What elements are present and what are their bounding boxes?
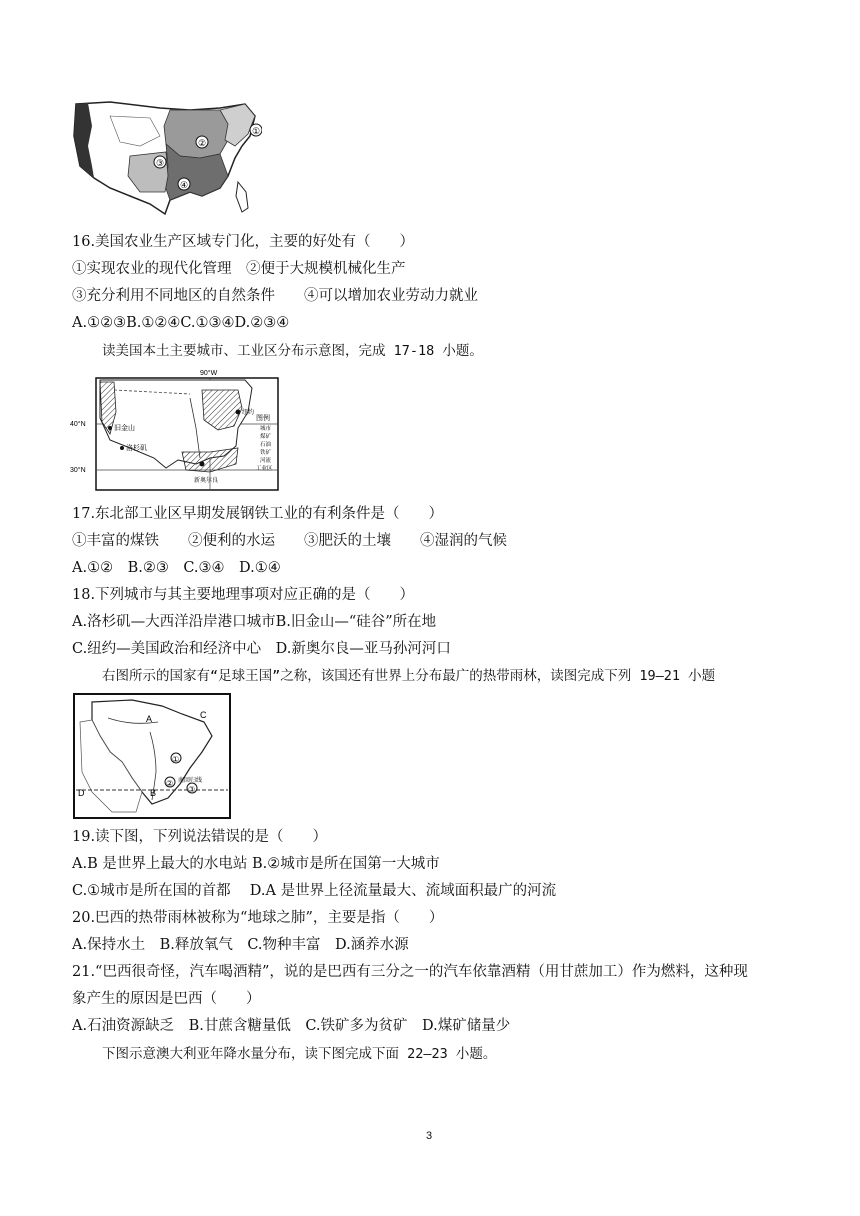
legend-river: 河流 <box>260 458 272 464</box>
lat-30-label: 30°N <box>70 467 86 474</box>
city-new-orleans: 新奥尔良 <box>194 478 219 484</box>
q17-stem: 17.东北部工业区早期发展钢铁工业的有利条件是（ ） <box>72 506 444 522</box>
q21-stem-1: 21.“巴西很奇怪，汽车喝酒精”，说的是巴西有三分之一的汽车依靠酒精（用甘蔗加工）作为燃料，这种现 <box>72 964 748 980</box>
label-circle-2: ② <box>166 779 174 788</box>
q16-options-2: ③充分利用不同地区的自然条件 ④可以增加农业劳动力就业 <box>72 288 478 304</box>
q16-choices: A.①②③B.①②④C.①③④D.②③④ <box>72 315 290 331</box>
q21-choices: A.石油资源缺乏 B.甘蔗含糖量低 C.铁矿多为贫矿 D.煤矿储量少 <box>72 1018 511 1034</box>
brazil-map <box>72 692 232 820</box>
us-agriculture-map <box>70 96 262 222</box>
q17-options: ①丰富的煤铁 ②便利的水运 ③肥沃的土壤 ④湿润的气候 <box>72 533 507 549</box>
legend-industry: 工业区 <box>256 466 273 472</box>
region-label-4: ④ <box>180 180 189 190</box>
q21-stem-2: 象产生的原因是巴西（ ） <box>72 991 261 1007</box>
region-label-1: ① <box>252 126 261 136</box>
q20-choices: A.保持水土 B.释放氧气 C.物种丰富 D.涵养水源 <box>72 937 409 953</box>
region-label-2: ② <box>198 138 207 148</box>
city-san-francisco: 旧金山 <box>114 425 135 432</box>
intro-19-21: 右图所示的国家有“足球王国”之称，该国还有世界上分布最广的热带雨林，读图完成下列 19—21 小题 <box>102 668 716 684</box>
legend-iron: 铁矿 <box>260 450 272 456</box>
region-label-3: ③ <box>156 158 165 168</box>
meridian-label: 90°W <box>200 370 218 377</box>
us-industry-map <box>70 368 280 494</box>
legend-title: 图例 <box>256 415 270 422</box>
label-d: D <box>78 788 85 798</box>
label-circle-3: ③ <box>188 785 196 794</box>
label-a: A <box>146 714 153 724</box>
q18-options-1: A.洛杉矶—大西洋沿岸港口城市B.旧金山—“硅谷”所在地 <box>72 614 437 630</box>
legend-coal: 煤矿 <box>260 434 272 440</box>
q16-stem: 16.美国农业生产区域专门化，主要的好处有（ ） <box>72 234 415 250</box>
intro-22-23: 下图示意澳大利亚年降水量分布，读下图完成下面 22—23 小题。 <box>102 1046 497 1062</box>
label-b: B <box>150 788 157 798</box>
q19-options-1: A.B 是世界上最大的水电站 B.②城市是所在国第一大城市 <box>72 856 440 872</box>
q19-options-2: C.①城市是所在国的首都 D.A 是世界上径流量最大、流域面积最广的河流 <box>72 883 557 899</box>
legend-oil: 石油 <box>260 442 272 448</box>
q18-stem: 18.下列城市与其主要地理事项对应正确的是（ ） <box>72 587 415 603</box>
legend-city: 城市 <box>260 426 272 432</box>
q20-stem: 20.巴西的热带雨林被称为“地球之肺”，主要是指（ ） <box>72 910 444 926</box>
label-c: C <box>200 710 207 720</box>
lat-40-label: 40°N <box>70 421 86 428</box>
tropic-label: 南回归线 <box>178 778 203 784</box>
intro-17-18: 读美国本土主要城市、工业区分布示意图，完成 17-18 小题。 <box>102 343 483 359</box>
label-circle-1: ① <box>172 755 180 764</box>
q17-choices: A.①② B.②③ C.③④ D.①④ <box>72 560 281 576</box>
page-number: 3 <box>426 1130 433 1142</box>
q16-options-1: ①实现农业的现代化管理 ②便于大规模机械化生产 <box>72 261 406 277</box>
q18-options-2: C.纽约—美国政治和经济中心 D.新奥尔良—亚马孙河河口 <box>72 641 451 657</box>
city-new-york: 纽约 <box>242 410 255 416</box>
q19-stem: 19.读下图，下列说法错误的是（ ） <box>72 829 328 845</box>
city-los-angeles: 洛杉矶 <box>126 445 147 452</box>
